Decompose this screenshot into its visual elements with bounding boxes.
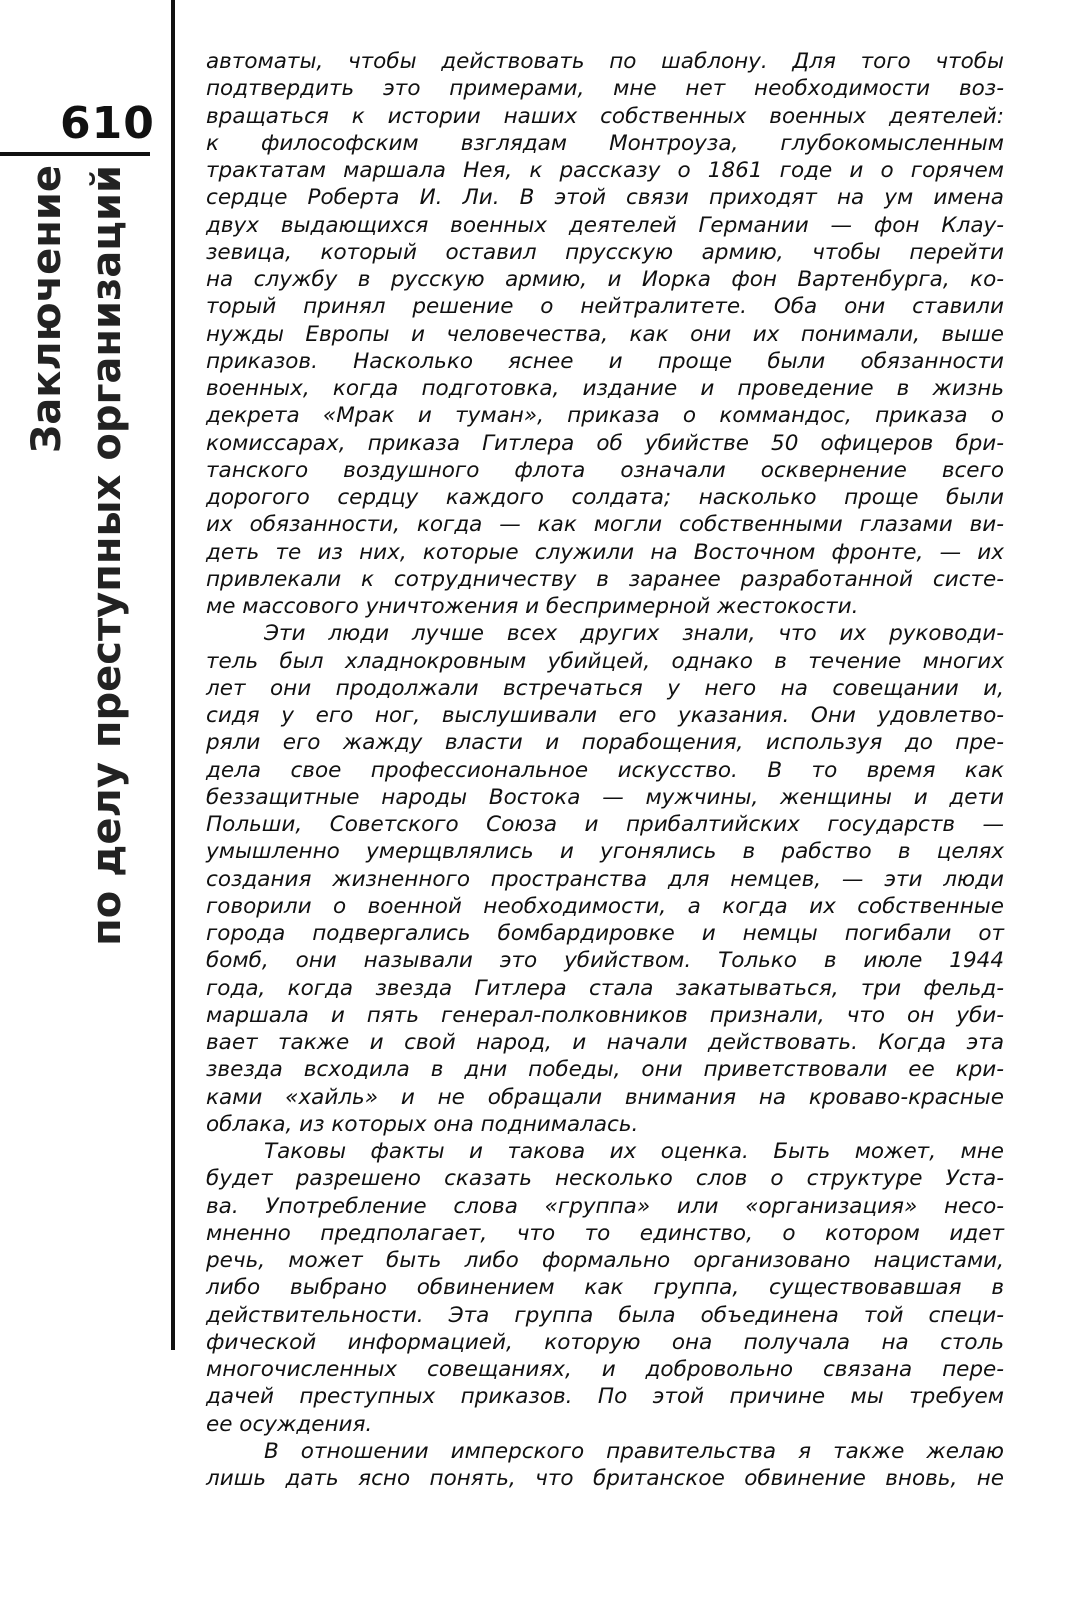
text-line: бомб, они называли это убийством. Только в июле 1944 (206, 948, 1004, 974)
text-line: многочисленных совещаниях, и добровольно связана пере- (206, 1357, 1004, 1382)
text-line: ме массового уничтожения и беспримерной жестокости. (206, 594, 859, 619)
text-line: зевица, который оставил прусскую армию, чтобы перейти (206, 239, 1004, 265)
body-text (206, 48, 1004, 1492)
running-title (22, 165, 172, 1015)
text-line: вает также и свой народ, и начали действовать. Когда эта (206, 1030, 1004, 1055)
running-title-line-2: по делу преступных организаций (84, 165, 130, 946)
page-number: 610 (60, 98, 155, 149)
text-line: ва. Употребление слова «группа» или «организация» несо- (206, 1193, 1004, 1219)
paragraph (206, 48, 1004, 620)
text-line: беззащитные народы Востока — мужчины, женщины и дети (206, 784, 1004, 810)
text-line: тель был хладнокровным убийцей, однако в течение многих (206, 648, 1004, 674)
text-line: фической информацией, которую она получала на столь (206, 1329, 1004, 1355)
text-line: привлекали к сотрудничеству в заранее разработанной систе- (206, 566, 1004, 592)
text-line: звезда всходила в дни победы, они приветствовали ее кри- (206, 1057, 1004, 1083)
text-line: лишь дать ясно понять, что британское обвинение вновь, не (206, 1466, 1004, 1491)
text-line: города подвергались бомбардировке и немцы погибали от (206, 921, 1004, 946)
text-line: Польши, Советского Союза и прибалтийских государств — (206, 812, 1004, 837)
text-line: речь, может быть либо формально организовано нацистами, (206, 1248, 1004, 1273)
text-line: маршала и пять генерал-полковников признали, что он уби- (206, 1002, 1004, 1028)
text-line: дела свое профессиональное искусство. В то время как (206, 757, 1004, 783)
text-line: В отношении имперского правительства я также желаю (264, 1438, 1004, 1464)
text-line: либо выбрано обвинением как группа, существовавшая в (206, 1275, 1004, 1301)
text-line: действительности. Эта группа была объединена той специ- (206, 1302, 1004, 1328)
text-line: мненно предполагает, что то единство, о котором идет (206, 1220, 1004, 1246)
paragraph (206, 620, 1004, 1138)
text-line: к философским взглядам Монтроуза, глубокомысленным (206, 130, 1004, 156)
text-line: ряли его жажду власти и порабощения, используя до пре- (206, 730, 1004, 756)
text-line: военных, когда подготовка, издание и проведение в жизнь (206, 376, 1004, 401)
text-line: лет они продолжали встречаться у него на совещании и, (206, 675, 1004, 701)
text-line: создания жизненного пространства для немцев, — эти люди (206, 866, 1004, 892)
text-line: комиссарах, приказа Гитлера об убийстве 50 офицеров бри- (206, 430, 1004, 456)
text-line: облака, из которых она поднималась. (206, 1111, 639, 1137)
running-title-line-1: Заключение (24, 165, 70, 454)
text-line: ее осуждения. (206, 1411, 373, 1437)
text-line: подтвердить это примерами, мне нет необходимости воз- (206, 76, 1004, 102)
text-line: сидя у его ног, выслушивали его указания. Они удовлетво- (206, 703, 1004, 728)
text-line: ками «хайль» и не обращали внимания на кроваво-красные (206, 1084, 1004, 1110)
text-line: Таковы факты и такова их оценка. Быть может, мне (264, 1139, 1004, 1164)
text-line: будет разрешено сказать несколько слов о структуре Уста- (206, 1166, 1004, 1192)
text-line: дорогого сердцу каждого солдата; насколько проще были (206, 485, 1004, 510)
text-line: танского воздушного флота означали осквернение всего (206, 457, 1004, 483)
text-line: приказов. Насколько яснее и проще были обязанности (206, 348, 1004, 374)
text-line: автоматы, чтобы действовать по шаблону. Для того чтобы (206, 49, 1004, 74)
page-number-rule (0, 152, 150, 156)
paragraph (206, 1138, 1004, 1438)
text-line: деть те из них, которые служили на Восточном фронте, — их (206, 539, 1004, 565)
text-line: сердце Роберта И. Ли. В этой связи приходят на ум имена (206, 185, 1004, 211)
text-line: на службу в русскую армию, и Иорка фон Вартенбурга, ко- (206, 267, 1004, 292)
text-line: трактатам маршала Нея, к рассказу о 1861 годе и о горячем (206, 158, 1004, 183)
text-line: умышленно умерщвлялись и угонялись в рабство в целях (206, 839, 1004, 865)
text-line: вращаться к истории наших собственных военных деятелей: (206, 103, 1004, 129)
text-line: говорили о военной необходимости, а когда их собственные (206, 893, 1004, 919)
text-line: торый принял решение о нейтралитете. Оба они ставили (206, 294, 1004, 320)
paragraph (206, 1438, 1004, 1493)
text-line: года, когда звезда Гитлера стала закатываться, три фельд- (206, 975, 1004, 1001)
text-line: Эти люди лучше всех других знали, что их руководи- (264, 621, 1004, 647)
text-line: двух выдающихся военных деятелей Германии — фон Клау- (206, 212, 1004, 238)
text-line: нужды Европы и человечества, как они их понимали, выше (206, 321, 1004, 347)
text-line: декрета «Мрак и туман», приказа о коммандос, приказа о (206, 403, 1004, 429)
text-line: их обязанности, когда — как могли собственными глазами ви- (206, 512, 1004, 538)
text-line: дачей преступных приказов. По этой причине мы требуем (206, 1384, 1004, 1410)
